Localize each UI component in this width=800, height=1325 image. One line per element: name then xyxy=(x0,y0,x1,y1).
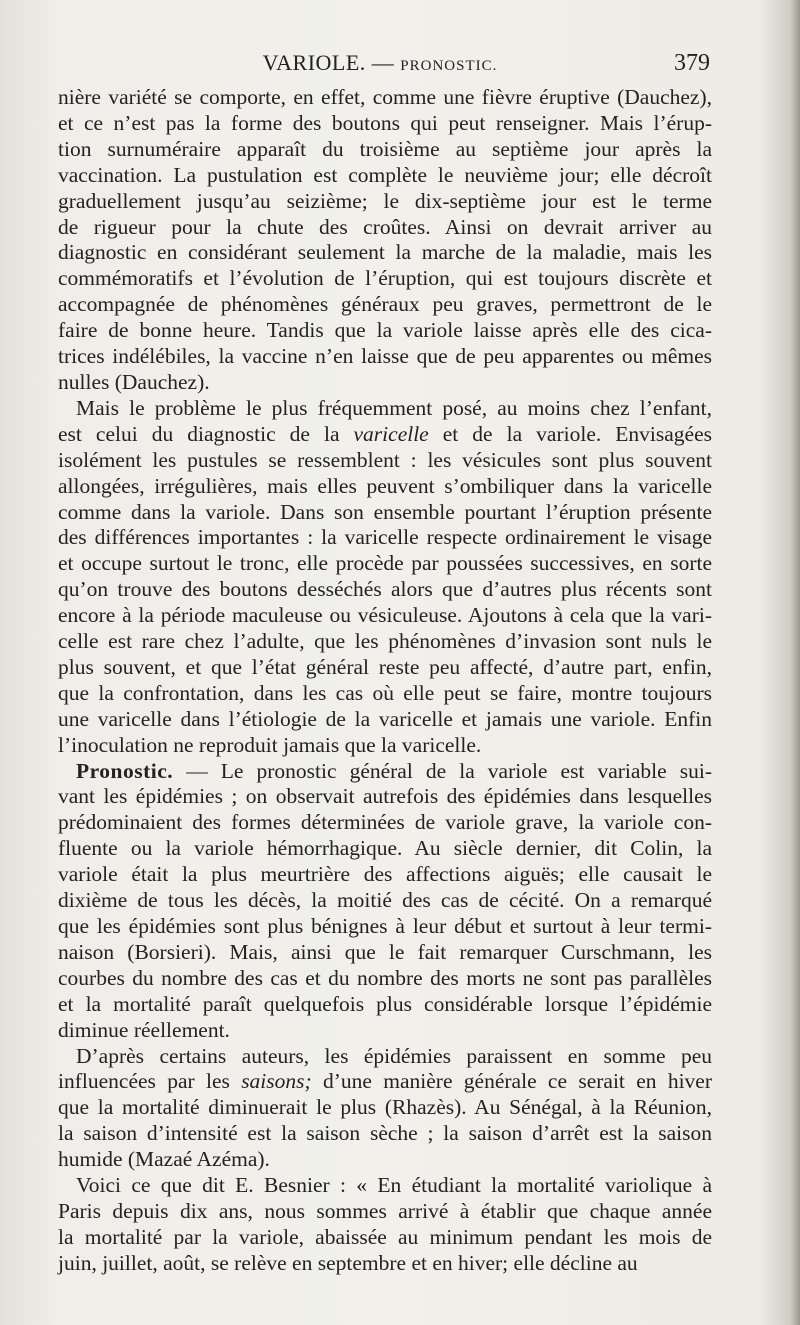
text-line xyxy=(58,396,712,422)
line-text: que la confrontation, dans les cas où elle peut se faire, montre toujours xyxy=(58,680,712,705)
running-head-title xyxy=(50,50,710,76)
text-line xyxy=(58,629,712,655)
running-header xyxy=(50,50,710,80)
section-heading: Pronostic. xyxy=(76,758,174,783)
text-line xyxy=(58,318,712,344)
line-text: dixième de tous les décès, la moitié des cas de cécité. On a remarqué xyxy=(58,888,712,913)
text-line xyxy=(58,551,712,577)
text-line xyxy=(58,163,712,189)
line-text: courbes du nombre des cas et du nombre des morts ne sont pas parallèles xyxy=(58,965,712,990)
line-text: allongées, irrégulières, mais elles peuvent s’ombiliquer dans la varicelle xyxy=(58,473,712,498)
text-line xyxy=(58,992,712,1018)
line-text: D’après certains auteurs, les épidémies paraissent en somme peu xyxy=(76,1043,712,1068)
text-line xyxy=(58,655,712,681)
line-text: humide (Mazaé Azéma). xyxy=(58,1147,270,1172)
line-text: juin, juillet, août, se relève en septembre et en hiver; elle décline au xyxy=(58,1250,638,1275)
page-number: 379 xyxy=(674,50,710,76)
line-text: influencées par les xyxy=(58,1069,242,1094)
text-line xyxy=(58,733,712,759)
line-text: diagnostic en considérant seulement la marche de la maladie, mais les xyxy=(58,240,712,265)
text-line xyxy=(58,500,712,526)
line-text: Paris depuis dix ans, nous sommes arrivé à établir que chaque année xyxy=(58,1198,712,1223)
line-text: que les épidémies sont plus bénignes à leur début et surtout à leur termi- xyxy=(58,914,712,938)
line-text: accompagnée de phénomènes généraux peu graves, permettront de le xyxy=(58,292,712,317)
text-line xyxy=(58,940,712,966)
line-text: fluente ou la variole hémorrhagique. Au siècle dernier, dit Colin, la xyxy=(58,836,712,861)
text-line xyxy=(58,1044,712,1070)
line-text: celle est rare chez l’adulte, que les phénomènes d’invasion sont nuls le xyxy=(58,629,712,654)
text-line xyxy=(58,1095,712,1121)
text-line xyxy=(58,836,712,862)
text-line xyxy=(58,914,712,940)
line-text: de rigueur pour la chute des croûtes. Ainsi on devrait arriver au xyxy=(58,214,712,239)
text-line xyxy=(58,759,712,785)
line-text: et de la variole. Envisagées xyxy=(428,421,712,446)
text-line xyxy=(58,422,712,448)
paragraph xyxy=(58,85,712,396)
line-text: comme dans la variole. Dans son ensemble pourtant l’éruption présente xyxy=(58,499,712,524)
text-line xyxy=(58,1069,712,1095)
text-line xyxy=(58,215,712,241)
line-text: l’inoculation ne reproduit jamais que la varicelle. xyxy=(58,732,482,757)
line-text: variole était la plus meurtrière des affections aiguës; elle causait le xyxy=(58,862,712,887)
line-text: la saison d’intensité est la saison sèche ; la saison d’arrêt est la saison xyxy=(58,1121,712,1146)
text-line xyxy=(58,603,712,629)
line-text: tion surnuméraire apparaît du troisième au septième jour après la xyxy=(58,136,712,161)
paragraph xyxy=(58,396,712,759)
line-text: encore à la période maculeuse ou vésiculeuse. Ajoutons à cela que la vari- xyxy=(58,603,712,628)
text-line xyxy=(58,137,712,163)
line-text: trices indélébiles, la vaccine n’en laisse que de peu apparentes ou mêmes xyxy=(58,344,712,369)
line-text: d’une manière générale ce serait en hiver xyxy=(311,1069,712,1094)
paragraph xyxy=(58,1173,712,1277)
line-text: nière variété se comporte, en effet, comme une fièvre éruptive (Dauchez), xyxy=(58,85,712,109)
text-line xyxy=(58,111,712,137)
text-line xyxy=(58,862,712,888)
line-text: nulles (Dauchez). xyxy=(58,369,210,394)
running-head-chapter: VARIOLE. xyxy=(262,50,366,75)
line-text: qu’on trouve des boutons desséchés alors que d’autres plus récents sont xyxy=(58,577,712,602)
running-head-section: PRONOSTIC. xyxy=(400,58,498,74)
body-text xyxy=(58,85,712,1277)
line-text: — Le pronostic général de la variole est variable sui- xyxy=(173,758,712,783)
text-line xyxy=(58,784,712,810)
text-line xyxy=(58,292,712,318)
line-text: faire de bonne heure. Tandis que la variole laisse après elle des cica- xyxy=(58,318,712,343)
italic-term: saisons; xyxy=(241,1069,312,1094)
text-line xyxy=(58,810,712,836)
line-text: commémoratifs et l’évolution de l’éruption, qui est toujours discrète et xyxy=(58,266,712,291)
line-text: que la mortalité diminuerait le plus (Rhazès). Au Sénégal, à la Réunion, xyxy=(58,1095,712,1120)
line-text: isolément les pustules se ressemblent : les vésicules sont plus souvent xyxy=(58,447,712,472)
text-line xyxy=(58,448,712,474)
text-line xyxy=(58,1147,712,1173)
line-text: et ce n’est pas la forme des boutons qui peut renseigner. Mais l’érup- xyxy=(58,110,712,135)
line-text: plus souvent, et que l’état général reste peu affecté, d’autre part, enfin, xyxy=(58,654,712,679)
line-text: prédominaient des formes déterminées de variole grave, la variole con- xyxy=(58,810,712,835)
text-line xyxy=(58,344,712,370)
text-line xyxy=(58,1225,712,1251)
text-line xyxy=(58,1173,712,1199)
text-line xyxy=(58,681,712,707)
text-line xyxy=(58,888,712,914)
line-text: graduellement jusqu’au seizième; le dix-septième jour est le terme xyxy=(58,188,712,213)
line-text: diminue réellement. xyxy=(58,1017,230,1042)
paragraph xyxy=(58,759,712,1044)
text-line xyxy=(58,577,712,603)
line-text: une varicelle dans l’étiologie de la varicelle et jamais une variole. Enfin xyxy=(58,706,712,731)
paragraph xyxy=(58,1044,712,1174)
line-text: vaccination. La pustulation est complète le neuvième jour; elle décroît xyxy=(58,162,712,187)
text-line xyxy=(58,240,712,266)
text-line xyxy=(58,966,712,992)
text-line xyxy=(58,266,712,292)
line-text: Mais le problème le plus fréquemment posé, au moins chez l’enfant, xyxy=(76,395,712,420)
text-line xyxy=(58,1199,712,1225)
text-line xyxy=(58,707,712,733)
line-text: est celui du diagnostic de la xyxy=(58,421,354,446)
italic-term: varicelle xyxy=(353,421,429,446)
line-text: et occupe surtout le tronc, elle procède par poussées successives, en sorte xyxy=(58,551,712,576)
line-text: vant les épidémies ; on observait autrefois des épidémies dans lesquelles xyxy=(58,784,712,809)
text-line xyxy=(58,1018,712,1044)
line-text: et la mortalité paraît quelquefois plus considérable lorsque l’épidémie xyxy=(58,991,712,1016)
text-line xyxy=(58,1121,712,1147)
text-line xyxy=(58,189,712,215)
line-text: la mortalité par la variole, abaissée au minimum pendant les mois de xyxy=(58,1224,712,1249)
line-text: Voici ce que dit E. Besnier : « En étudiant la mortalité variolique à xyxy=(76,1173,712,1198)
line-text: naison (Borsieri). Mais, ainsi que le fait remarquer Curschmann, les xyxy=(58,939,712,964)
running-head-dash: — xyxy=(371,50,395,75)
text-line xyxy=(58,525,712,551)
text-line xyxy=(58,370,712,396)
line-text: des différences importantes : la varicelle respecte ordinairement le visage xyxy=(58,525,712,550)
text-line xyxy=(58,474,712,500)
text-line xyxy=(58,1251,712,1277)
text-line xyxy=(58,85,712,111)
